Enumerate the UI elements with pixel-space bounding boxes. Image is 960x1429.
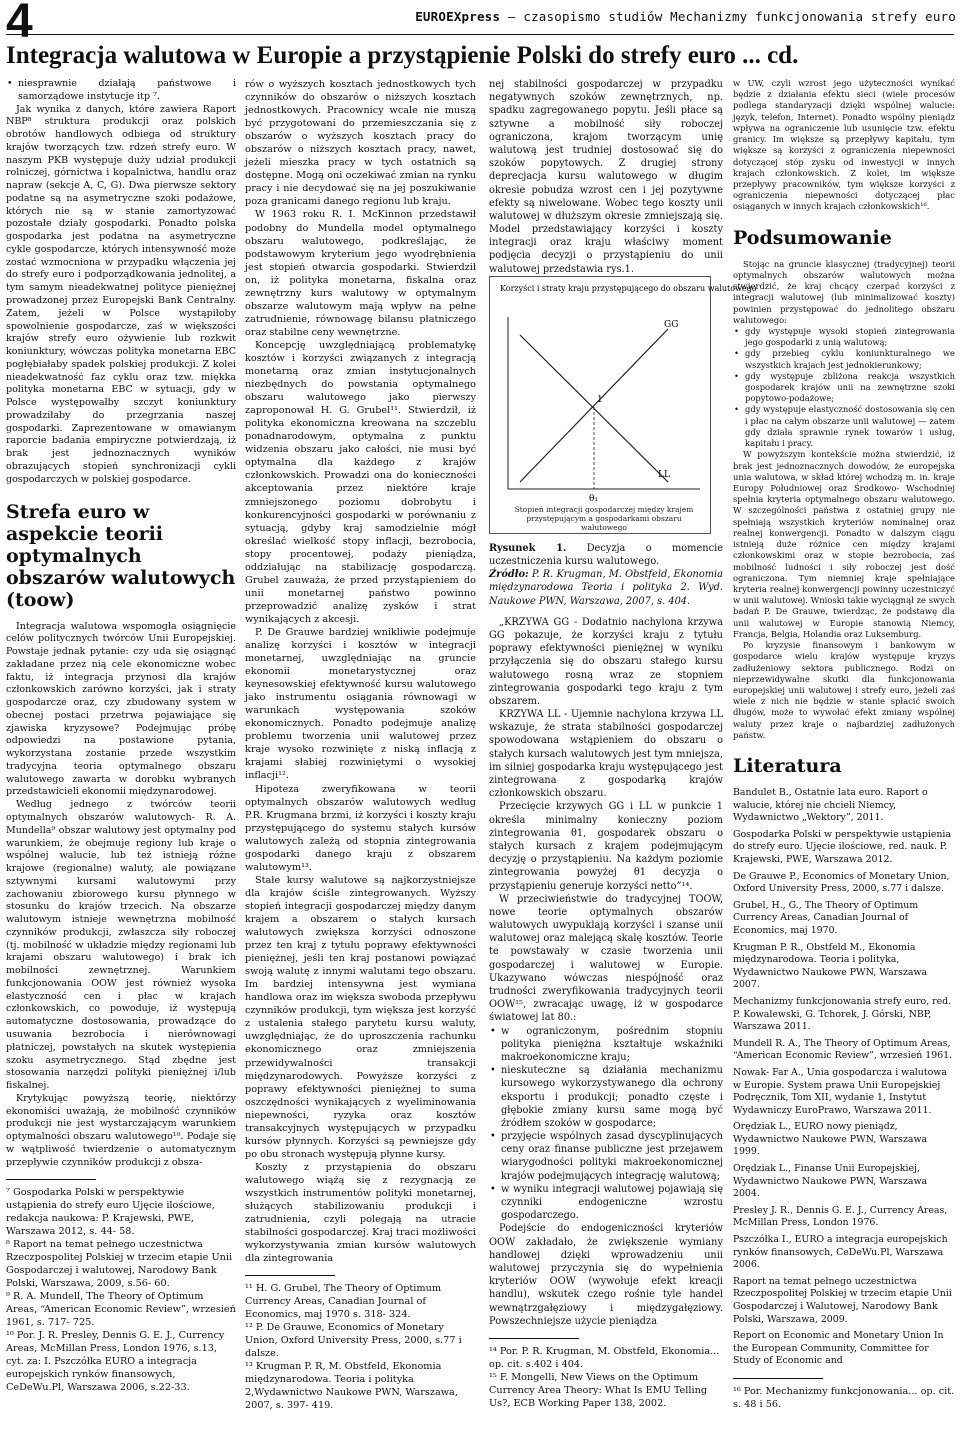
journal-subtitle: – czasopismo studiów Mechanizmy funkcjonowania strefy euro <box>507 9 956 24</box>
column-4 <box>733 78 955 1411</box>
paragraph: W przeciwieństwie do tradycyjnej TOOW, nowe teorie optymalnych obszarów walutowych uwypuklają korzyści i szanse unii walutowej oraz malejącą skalę kosztów. Teorie te powstawały w czasie tworzenia unii gospodarczej i walutowej w Europie. Ukazywano wówczas niespójność oraz trudności zweryfikowania tradycyjnych teorii OOW¹⁵, zwracając uwagę, iż w gospodarce światowej lat 80.: <box>489 893 723 1024</box>
ll-label: LL <box>658 469 670 480</box>
running-header <box>415 9 956 24</box>
reference-item: Pszczółka I., EURO a integracja europejskich rynków finansowych, CeDeWu.Pl, Warszawa 2006. <box>733 1234 948 1271</box>
paragraph: Przecięcie krzywych GG i LL w punkcie 1 określa minimalny konieczny poziom zintegrowania θ1, gospodarek obszaru o stałych kursach z krajem podejmującym decyzję o przystąpieniu. Na każdym poziomie zintegrowania powyżej θ1 decyzja o przystąpieniu generuje korzyści netto”¹⁴. <box>489 801 723 892</box>
paragraph: Koncepcję uwzględniającą problematykę kosztów i korzyści związanych z integracją monetarną oraz zmian instytucjonalnych niezbędnych do powstania optymalnego obszaru walutowego jako pierwszy zaproponował H. G. Grubel¹¹. Stwierdził, iż polityka ekonomiczna kreowana na szczeblu ponadnarodowym, optymalna z punktu widzenia obszaru jako całości, nie musi być optymalna dla każdego z krajów członkowskich. Prowadzi ona do konieczności akceptowania przez niektóre kraje zmniejszonego poziomu dobrobytu i konkurencyjności gospodarki w porównaniu z sytuacją, gdyby kraj samodzielnie mógł określać wielkość stopy inflacji, bezrobocia, stopy procentowej, podaży pieniądza, oddziałując na stabilizację gospodarczą. Grubel zauważa, że przed przystąpieniem do unii monetarnej państwo powinno przeprowadzić analizę zysków i strat wynikających z akcesji. <box>245 339 476 625</box>
column-2 <box>245 78 476 1412</box>
paragraph: Hipoteza zweryfikowana w teorii optymalnych obszarów walutowych według P.R. Krugmana brzmi, iż korzyści i koszty kraju przystępującego do systemu stałych kursów walutowych zależą od stopnia zintegrowania gospodarki danego kraju z obszarem walutowym¹³. <box>245 783 476 873</box>
page-number: 4 <box>6 0 33 48</box>
footnote: ¹³ Krugman P. R, M. Obstfeld, Ekonomia międzynarodowa. Teoria i polityka 2,Wydawnictwo Naukowe PWN, Warszawa, 2007, s. 397- 419. <box>245 1361 458 1412</box>
paragraph: Podejście do endogeniczności kryteriów OOW zakładało, że zwiększenie wymiany handlowej dzięki wprowadzeniu unii walutowej przyczynia się do wypełnienia kryteriów OOW (wywołuje efekt kreacji handlu), wskutek czego rośnie tyle handel wewnątrzgałęziowy i międzygałęziowy. Powszechniejsze użycie pieniądza <box>489 1223 723 1327</box>
bullet-item: • nieskuteczne są działania mechanizmu kursowego wykorzystywanego dla ochrony eksportu i produkcji; ponadto częste i głębokie zmiany kursu same mogą być źródłem szoków w gospodarce; <box>489 1064 723 1130</box>
footnote: ⁷ Gospodarka Polski w perspektywie ustąpienia do strefy euro Ujęcie ilościowe, redakcja naukowa: P. Krajewski, PWE, Warszawa 2012, s. 44- 58. <box>6 1187 215 1238</box>
gg-label: GG <box>664 319 679 330</box>
bullet-list <box>733 326 955 449</box>
paragraph: Po kryzysie finansowym i bankowym w gospodarce wielu krajów występuje kryzys zadłużeniowy sektora publicznego. Rodzi on nieprzewidywalne skutki dla funkcjonowania europejskiej unii walutowej i strefy euro, jeżeli zaś wiele z nich nie będzie w stanie spłacić swoich długów, może to wywołać efekt zmiany wspólnej waluty przez kraje o najbardziej zadłużonych państw. <box>733 640 955 740</box>
footnote-rule <box>6 1179 96 1180</box>
footnote-rule <box>489 1338 579 1339</box>
bullet-item: • gdy występuje elastyczność dostosowania się cen i płac na całym obszarze unii walutowej — zatem gdy działa sprawnie rynek towarów i usług, kapitału i pracy. <box>733 404 955 449</box>
figure-axis-caption: Stopień integracji gospodarczej między krajem przystępującym a gospodarkami obszaru walutowego <box>514 504 694 532</box>
footnote: ¹² P. De Grauwe, Economics of Monetary Union, Oxford University Press, 2000, s.77 i dalsze. <box>245 1322 462 1360</box>
reference-item: Presley J. R., Dennis G. E. J., Currency Areas, McMillan Press, London 1976. <box>733 1204 948 1229</box>
reference-item: Raport na temat pełnego uczestnictwa Rzeczpospolitej Polskiej w trzecim etapie Unii Gospodarczej i Walutowej, Narodowy Bank Polski, Warszawa, 2009. <box>733 1275 952 1325</box>
section-heading: Literatura <box>733 755 842 778</box>
gg-ll-chart <box>490 277 757 533</box>
paragraph: Krytykując powyższą teorię, niektórzy ekonomiści uważają, że mobilność czynników produkcji nie jest wystarczającym warunkiem optymalności obszaru walutowego¹⁰. Podaje się w wątpliwość twierdzenie o automatycznym przepływie czynników produkcji z obsza- <box>6 1092 236 1168</box>
footnote: ¹⁴ Por. P. R. Krugman, M. Obstfeld, Ekonomia... op. cit. s.402 i 404. <box>489 1345 720 1370</box>
figure-caption <box>489 542 723 568</box>
reference-item: Bandulet B., Ostatnie lata euro. Raport o walucie, której nie chcieli Niemcy, Wydawnictwo „Wektory”, 2011. <box>733 787 928 824</box>
bullet-item: • gdy występuje zbliżona reakcja wszystkich gospodarek krajów unii na zewnętrzne szoki popytowo-podażowe; <box>733 371 955 405</box>
footnote-rule <box>245 1275 335 1276</box>
paragraph: rów o wyższych kosztach jednostkowych tych czynników do obszarów o niższych kosztach jednostkowych. Pracownicy wcale nie muszą być przygotowani do przemieszczania się z obszarów o wyższych kosztach pracy do obszarów o niższych kosztach pracy, nawet, jeżeli mieszka pracy w tych ostatnich są dostępne. Mogą oni oczekiwać zmian na rynku pracy i nie decydować się na jej poszukiwanie poza granicami danego regionu lub kraju. <box>245 79 476 208</box>
paragraph: nej stabilności gospodarczej w przypadku negatywnych szoków zewnętrznych, np. spadku zagregowanego popytu. Jeśli płace są sztywne a mobilność siły roboczej ograniczona, krajom tworzącym unię walutową jest trudniej dostosować się do szoków popytowych. Z drugiej strony deprecjacja kursu walutowego w długim okresie pobudza wzrost cen i jej pozytywne efekty są niwelowane. Wobec tego koszty unii walutowej w dłuższym okresie zmniejszają się. Model przedstawiający korzyści i koszty integracji oraz kraju właściwy moment podjęcia decyzji o przystąpieniu do unii walutowej przedstawia rys.1. <box>489 79 723 275</box>
reference-item: Orędziak L., EURO nowy pieniądz, Wydawnictwo Naukowe PWN, Warszawa 1999. <box>733 1121 928 1158</box>
column-1 <box>6 78 236 1394</box>
reference-list <box>733 787 955 1368</box>
journal-name: EUROEXpress <box>415 9 501 24</box>
column-3 <box>489 78 757 1410</box>
bullet-item: • w wyniku integracji walutowej pojawiają się czynniki endogeniczne wzrostu gospodarczego. <box>489 1183 723 1223</box>
bullet-item: • niesprawnie działają państwowe i samorządowe instytucje itp ⁷. <box>6 78 236 104</box>
section-heading: Podsumowanie <box>733 226 892 249</box>
footnote: ¹⁶ Por. Mechanizmy funkcjonowania... op. cit. s. 48 i 56. <box>733 1385 955 1410</box>
section-heading: Strefa euro w aspekcie teorii optymalnych obszarów walutowych (toow) <box>6 500 236 611</box>
bullet-item: • w ograniczonym, pośrednim stopniu polityka pieniężna kształtuje wskaźniki makroekonomiczne kraju; <box>489 1025 723 1065</box>
paragraph: Stojąc na gruncie klasycznej (tradycyjnej) teorii optymalnych obszarów walutowych można stwierdzić, że kraj chcący czerpać korzyści z integracji walutowej (lub minimalizować koszty) powinien przystępować do jednolitego obszaru walutowego: <box>733 258 955 325</box>
reference-item: Grubel, H., G., The Theory of Optimum Currency Areas, Canadian Journal of Economics, maj 1970. <box>733 899 919 936</box>
figure-source <box>489 568 723 608</box>
paragraph: Stałe kursy walutowe są najkorzystniejsze dla krajów ściśle zintegrowanych. Wyższy stopień integracji gospodarczej między danym krajem a obszarem o stałych kursach walutowych zwiększa korzyści odnoszone przez ten kraj z tytułu poprawy efektywności pieniężnej, jeśli ten kraj postanowi powiązać swoją walutę z innymi walutami tego obszaru. Im bardziej intensywna jest wymiana handlowa oraz im większa swoboda przepływu czynników produkcji, tym większa jest korzyść z ustalenia stałego parytetu kursu waluty, uwzględniając, że do uproszczenia rachunku ekonomicznego oraz zmniejszenia przewidywalności transakcji międzynarodowych. Powyższe korzyści z poprawy efektywności pieniężnej to suma oszczędności wynikających z wyeliminowania niepewności, ryzyka oraz kosztów transakcyjnych występujących w przypadku kursów płynnych. Korzyści są pewniejsze gdy po obu stronach występują płynne kursy. <box>245 874 476 1160</box>
theta-label: θ₁ <box>589 493 599 504</box>
footnote: ¹⁵ F. Mongelli, New Views on the Optimum Currency Area Theory: What Is EMU Telling Us?, ECB Working Paper 138, 2002. <box>489 1371 708 1409</box>
bullet-item: • gdy występuje wysoki stopień zintegrowania jego gospodarki z unią walutową; <box>733 326 955 348</box>
reference-item: Nowak- Far A., Unia gospodarcza i walutowa w Europie. System prawa Unii Europejskiej Podręcznik, Tom XII, wydanie 1, Instytut Wydawniczy EuroPrawo, Warszawa 2011. <box>733 1066 947 1116</box>
reference-item: De Grauwe P., Economics of Monetary Union, Oxford University Press, 2000, s.77 i dalsze. <box>733 870 950 895</box>
paragraph: W 1963 roku R. I. McKinnon przedstawił podobny do Mundella model optymalnego obszaru walutowego, podkreślając, że podstawowym kryterium jego wyodrębnienia jest stopień otwarcia gospodarki. Stwierdził on, iż polityka monetarna, fiskalna oraz zewnętrzny kurs walutowy w optymalnym obszarze walutowym mają wpływ na pełne zatrudnienie, równowagę bilansu płatniczego oraz stabilne ceny wewnętrzne. <box>245 209 476 338</box>
reference-item: Mundell R. A., The Theory of Optimum Areas, “American Economic Review”, wrzesień 1961. <box>733 1037 953 1062</box>
paragraph: Integracja walutowa wspomogła osiągnięcie celów politycznych twórców Unii Europejskiej. Powstaje jednak pytanie: czy uda się osiągnąć zakładane przez nią cele ekonomiczne wobec faktu, iż integracja przynosi dla krajów członkowskich zarówno korzyści, jak i straty gospodarcze oraz, czy zbudowany system w obecnej postaci przetrwa pojawiające się zjawiska kryzysowe? Podejmując próbę odpowiedzi na postawione pytania, wykorzystana zostanie przede wszystkim tradycyjna teoria optymalnego obszaru walutowego zawarta w dorobku wybranych przedstawicieli ekonomii międzynarodowej. <box>6 620 236 798</box>
source-label: Źródło: <box>489 569 529 581</box>
paragraph: Jak wynika z danych, które zawiera Raport NBP⁸ struktura produkcji oraz polskich obrotów handlowych odbiega od struktury krajów tworzących tzw. rdzeń strefy euro. W naszym PKB występuje duży udział produkcji rolniczej, górnictwa i kopalnictwa, handlu oraz napraw (sekcje A, C, G). Dwa pierwsze sektory podatne są na asymetryczne szoki podażowe, których nie są w stanie zamortyzować pozostałe działy gospodarki. Ponadto polska gospodarka jest podatna na asymetryczne cykle gospodarcze, których intensywność może zostać wzmocniona w przypadku włączenia jej do strefy euro i podporządkowania jednolitej, a tym samym nieadekwatnej polityce pieniężnej prowadzonej przez Europejski Bank Centralny. Zatem, jeżeli w Polsce wystąpiłoby spowolnienie gospodarcze, zaś w większości krajów strefy euro ożywienie lub rozkwit koniunktury, wówczas polityka monetarna EBC pogłębiałaby spadek polskiej produkcji. Z kolei nieadekwatność faz cyklu oraz tzw. miękka polityka monetarna EBC w sytuacji, gdy w Polsce występowałby szczyt koniunktury prowadziłaby do przegrzania naszej gospodarki. Zaprezentowane w omawianym raporcie badania empiryczne potwierdzają, iż brak jest jednoznacznych wyników obrazujących stopień synchronizacji cykli gospodarczych w polskiej gospodarce. <box>6 103 236 485</box>
paragraph: Koszty z przystąpienia do obszaru walutowego wiążą się z rezygnacją ze wszystkich instrumentów polityki monetarnej, służących stabilizowaniu produkcji i zatrudnienia, czyli polegają na utracie stabilności gospodarczej. Kraj traci możliwości wykorzystywania zmian kursów walutowych dla zintegrowania <box>245 1161 476 1265</box>
intersection-label: 1 <box>597 394 603 405</box>
paragraph: w UW, czyli wzrost jego użyteczności wynikać będzie z działania efektu sieci (wiele procesów podlega standaryzacji dzięki wspólnej walucie: język, telefon, Internet). Ponadto wspólny pieniądz wpływa na ograniczenie lub usunięcie tzw. efektu granicy. Im większe są przepływy kapitału, tym większe są korzyści z ograniczenia niepewności dotyczącej stóp zysku od inwestycji w innych krajach członkowskich. Z kolei, im większe przepływy pracowników, tym większe korzyści z ograniczenia niepewności dotyczącej płac osiąganych w innych krajach członkowskich¹⁶. <box>733 78 955 212</box>
footnote: ¹⁰ Por. J. R. Presley, Dennis G. E. J., Currency Areas, McMillan Press, London 1976, s.13, cyt. za: I. Pszczółka EURO a integracja europejskich rynków finansowych, CeDeWu.Pl, Warszawa 2006, s.22-33. <box>6 1330 225 1394</box>
footnote-rule <box>733 1378 823 1379</box>
header-rule <box>6 34 954 35</box>
paragraph: Według jednego z twórców teorii optymalnych obszarów walutowych- R. A. Mundella⁹ obszar walutowy jest optymalny pod warunkiem, że obejmuje regiony lub kraje o wspólnej walucie, lub też istnieją różne krajowe (regionalne) waluty, ale powiązane sztywnymi kursami walutowymi przy zachowaniu zbiorowego kursu płynnego w stosunku do krajów trzecich. Na obszarze walutowym istnieje wewnętrzna mobilność czynników produkcji, zwłaszcza siły roboczej (tj. mobilność w układzie między regionami lub krajami obszaru walutowego) i brak ich mobilności zewnętrznej. Warunkiem funkcjonowania OOW jest również wysoka elastyczność cen i płac w krajach członkowskich, co powoduje, iż występują automatyczne dostosowania, prowadzące do usuwania bezrobocia i nierównowagi płatniczej, powstałych na skutek występienia szoku asymetrycznego. Stąd zbędne jest stosowania narzędzi polityki pieniężnej i/lub fiskalnej. <box>6 799 236 1092</box>
figure-title: Korzyści i straty kraju przystępującego do obszaru walutowego <box>500 283 757 293</box>
reference-item: Krugman P. R., Obstfeld M., Ekonomia międzynarodowa. Teoria i polityka, Wydawnictwo Naukowe PWN, Warszawa 2007. <box>733 941 928 991</box>
paragraph: P. De Grauwe bardziej wnikliwie podejmuje analizę korzyści i kosztów w integracji monetarnej, uwzględniając na gruncie ekonomii monetarystycznej oraz keynesowskiej efektywność kursu walutowego jako instrumentu osiągania równowagi w warunkach występowania szoków ekonomicznych. Ponadto podejmuje analizę problemu tworzenia unii walutowej przez kraje wysoko rozwinięte z niską inflacją z krajami słabiej rozwiniętymi o wysokiej inflacji¹². <box>245 626 476 782</box>
reference-item: Gospodarka Polski w perspektywie ustąpienia do strefy euro. Ujęcie ilościowe, red. nauk. P. Krajewski, PWE, Warszawa 2012. <box>733 828 952 865</box>
footnote: ⁹ R. A. Mundell, The Theory of Optimum Areas, “American Economic Review”, wrzesień 1961, s. 717- 725. <box>6 1291 236 1329</box>
reference-item: Report on Economic and Monetary Union In the European Community, Committee for Study of Economic and <box>733 1330 944 1367</box>
reference-item: Mechanizmy funkcjonowania strefy euro, red. P. Kowalewski, G. Tchorek, J. Górski, NBP, Warszawa 2011. <box>733 995 952 1033</box>
paragraph: „KRZYWA GG - Dodatnio nachylona krzywa GG pokazuje, że korzyści kraju z tytułu poprawy efektywności pieniężnej w wyniku przyłączenia się do obszaru stałego kursu walutowego rosną wraz ze stopniem zintegrowania gospodarki tego kraju z tym obszarem. <box>489 616 723 707</box>
paragraph: KRZYWA LL - Ujemnie nachylona krzywa LL wskazuje, że strata stabilności gospodarczej spowodowana wstąpieniem do obszaru o stałych kursach walutowych jest tym mniejsza, im silniej gospodarka kraju występującego jest zintegrowana z gospodarką krajów członkowskich obszaru. <box>489 709 723 800</box>
bullet-item: • przyjęcie wspólnych zasad dyscyplinujących ceny oraz finanse publiczne jest przejawem wiarygodności polityki makroekonomicznej krajów podejmujących integrację walutową; <box>489 1130 723 1183</box>
caption-label: Rysunek 1. <box>489 542 567 554</box>
source-text: P. R. Krugman, M. Obstfeld, Ekonomia międzynarodowa Teoria i polityka 2. Wyd. Naukowe PWN, Warszawa, 2007, s. 404. <box>489 569 723 607</box>
paragraph: W powyższym kontekście można stwierdzić, iż brak jest jednoznacznych dowodów, że europejska unia walutowa, w skład której wchodzą m. in. kraje Europy Południowej oraz Środkowo- Wschodniej spełnia kryteria optymalnego obszaru walutowego. W szczególności państwa z ostatniej grupy nie spełniają wszystkich kryteriów nominalnej oraz realnej konwergencji. Ponadto w dalszym ciągu istnieją duże różnice cen między krajami członkowskimi oraz w stopie bezrobocia, zaś mobilność ludności i siły roboczej jest dość ograniczona. Tym niemniej kraje spełniające kryteria realnej konwergencji powinny uczestniczyć w unii walutowej. Wnioski takie wyciągnął ze swych badań P. De Grauwe, twierdząc, że podstawę dla unii walutowej w Europie stanowią Niemcy, Francja, Belgia, Holandia oraz Luksemburg. <box>733 449 955 639</box>
footnote: ¹¹ H. G. Grubel, The Theory of Optimum Currency Areas, Canadian Journal of Economics, maj 1970 s. 318- 324. <box>245 1283 442 1321</box>
bullet-list <box>489 1025 723 1223</box>
figure-gg-ll-diagram <box>489 276 757 534</box>
footnote: ⁸ Raport na temat pełnego uczestnictwa Rzeczpospolitej Polskiej w trzecim etapie Unii Gospodarczej i walutowej, Narodowy Bank Polski, Warszawa, 2009, s.56- 60. <box>6 1239 233 1290</box>
article-title: Integracja walutowa w Europie a przystąpienie Polski do strefy euro ... cd. <box>6 42 799 69</box>
bullet-item: • gdy przebieg cyklu koniunkturalnego we wszystkich krajach jest jednokierunkowy; <box>733 348 955 370</box>
reference-item: Orędziak L., Finanse Unii Europejskiej, Wydawnictwo Naukowe PWN, Warszawa 2004. <box>733 1163 928 1200</box>
caption-text: Decyzja o momencie uczestniczenia kursu walutowego. <box>489 542 723 567</box>
